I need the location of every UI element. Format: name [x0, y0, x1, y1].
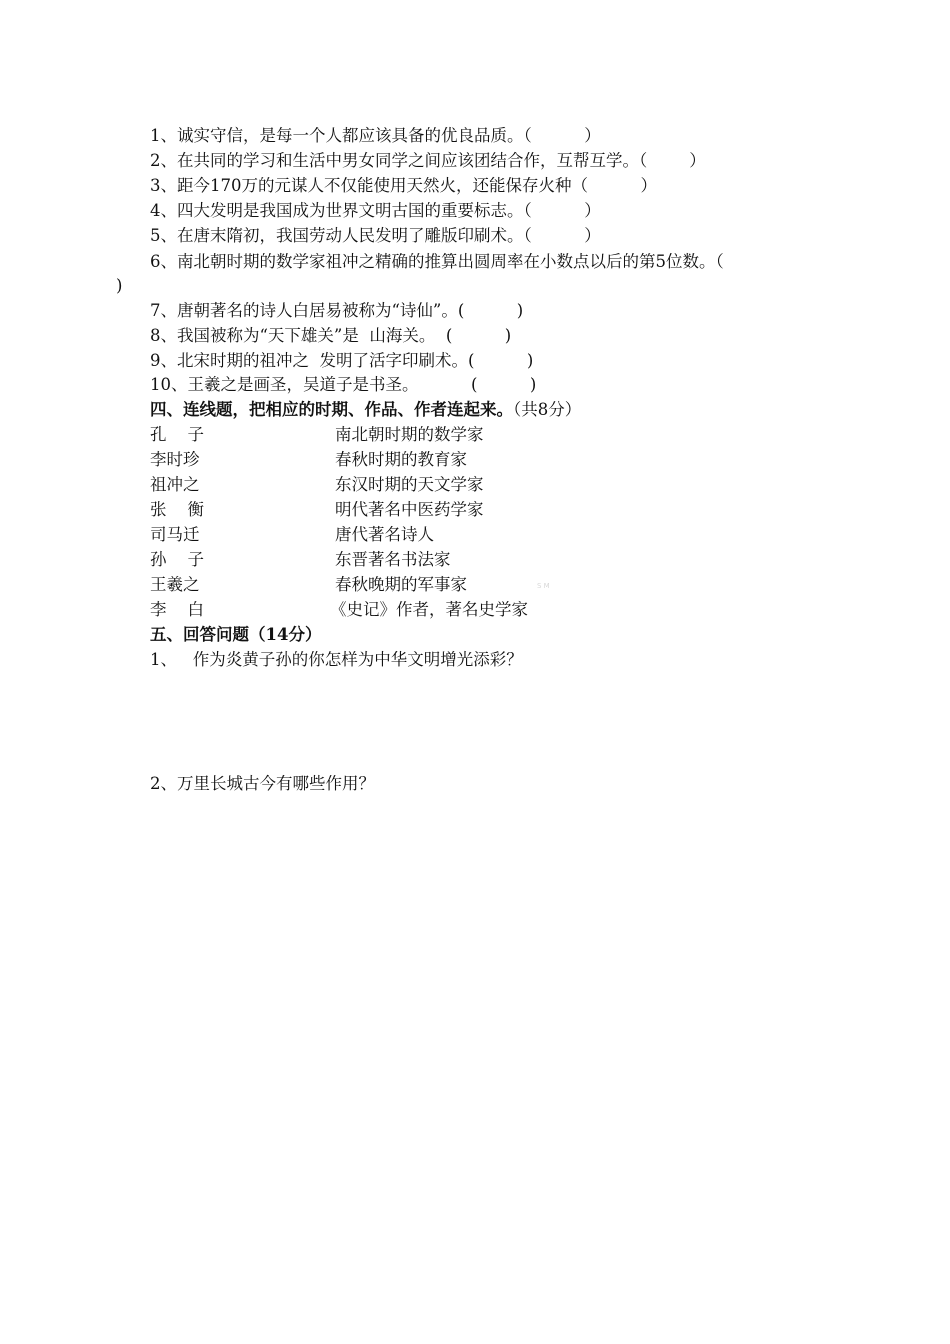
tf-item-1: 1、诚实守信，是每一个人都应该具备的优良品质。（ ） [150, 126, 601, 145]
section4-heading [150, 398, 581, 422]
match-name-7: 王羲之 [150, 575, 200, 594]
tf-item-4: 4、四大发明是我国成为世界文明古国的重要标志。（ ） [150, 201, 601, 220]
match-name-5: 司马迁 [150, 525, 200, 544]
match-name-6: 孙 子 [150, 550, 204, 569]
section5-heading: 五、回答问题（14分） [150, 625, 322, 644]
tf-item-5: 5、在唐末隋初，我国劳动人民发明了雕版印刷术。（ ） [150, 226, 601, 245]
match-desc-7: 春秋晚期的军事家 [335, 575, 467, 594]
tf-item-3: 3、距今170万的元谋人不仅能使用天然火，还能保存火种（ ） [150, 176, 657, 195]
question-1: 1、 作为炎黄子孙的你怎样为中华文明增光添彩？ [150, 650, 523, 669]
match-desc-4: 明代著名中医药学家 [335, 500, 484, 519]
match-name-1: 孔 子 [150, 425, 204, 444]
match-desc-8: 《史记》作者，著名史学家 [330, 600, 528, 619]
faint-watermark: S M [537, 582, 550, 590]
tf-item-6-continuation: ) [116, 276, 123, 295]
tf-item-9: 9、北宋时期的祖冲之 发明了活字印刷术。( ) [150, 351, 534, 370]
match-name-2: 李时珍 [150, 450, 200, 469]
match-name-3: 祖冲之 [150, 475, 200, 494]
tf-item-6: 6、南北朝时期的数学家祖冲之精确的推算出圆周率在小数点以后的第5位数。（ [150, 252, 724, 271]
tf-item-2: 2、在共同的学习和生活中男女同学之间应该团结合作，互帮互学。（ ） [150, 151, 706, 170]
question-2: 2、万里长城古今有哪些作用？ [150, 774, 375, 793]
tf-item-10: 10、王羲之是画圣，吴道子是书圣。 ( ) [150, 375, 537, 394]
match-desc-3: 东汉时期的天文学家 [335, 475, 484, 494]
section4-title: 四、连线题，把相应的时期、作品、作者连起来。 [150, 400, 513, 419]
match-desc-6: 东晋著名书法家 [335, 550, 451, 569]
section4-score: （共8分） [513, 400, 582, 419]
tf-item-8: 8、我国被称为“天下雄关”是 山海关。 ( ) [150, 326, 512, 345]
match-desc-5: 唐代著名诗人 [335, 525, 434, 544]
match-name-8: 李 白 [150, 600, 204, 619]
match-desc-2: 春秋时期的教育家 [335, 450, 467, 469]
tf-item-7: 7、唐朝著名的诗人白居易被称为“诗仙”。( ) [150, 301, 524, 320]
match-desc-1: 南北朝时期的数学家 [335, 425, 484, 444]
match-name-4: 张 衡 [150, 500, 204, 519]
